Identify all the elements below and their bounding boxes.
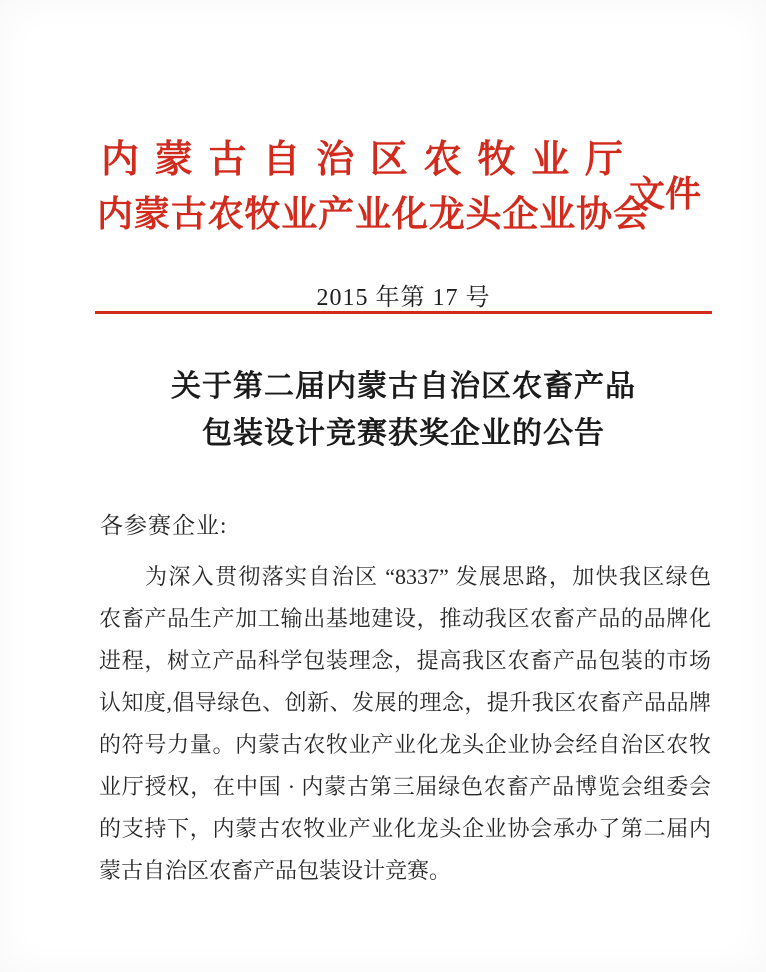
- body-line: 的符号力量。内蒙古农牧业产业化龙头企业协会经自治区农牧: [99, 732, 711, 757]
- body-line: 认知度,倡导绿色、创新、发展的理念，提升我区农畜产品品牌: [99, 690, 711, 715]
- body-line: 蒙古自治区农畜产品包装设计竞赛。: [99, 858, 452, 883]
- body-line: 业厅授权，在中国 · 内蒙古第三届绿色农畜产品博览会组委会: [99, 774, 711, 799]
- letterhead-org-line2: 内蒙古农牧业产业化龙头企业协会: [97, 194, 649, 234]
- body-line: 进程，树立产品科学包装理念，提高我区农畜产品包装的市场: [99, 648, 711, 673]
- body-line: 的支持下，内蒙古农牧业产业化龙头企业协会承办了第二届内: [99, 816, 711, 841]
- letterhead-org-line1: 内蒙古自治区农牧业厅: [101, 139, 623, 181]
- body-paragraph: [99, 556, 711, 892]
- salutation: 各参赛企业:: [100, 513, 228, 538]
- document-title-line1: 关于第二届内蒙古自治区农畜产品: [171, 370, 636, 403]
- letterhead-doc-type-suffix: 文件: [629, 174, 702, 214]
- document-title: [95, 363, 712, 457]
- body-line: 为深入贯彻落实自治区 “8337” 发展思路，加快我区绿色: [145, 564, 711, 589]
- body-line: 农畜产品生产加工输出基地建设，推动我区农畜产品的品牌化: [99, 606, 711, 631]
- document-number: 2015 年第 17 号: [316, 285, 491, 311]
- letterhead-divider-rule: [95, 311, 712, 314]
- document-title-line2: 包装设计竞赛获奖企业的公告: [202, 417, 605, 450]
